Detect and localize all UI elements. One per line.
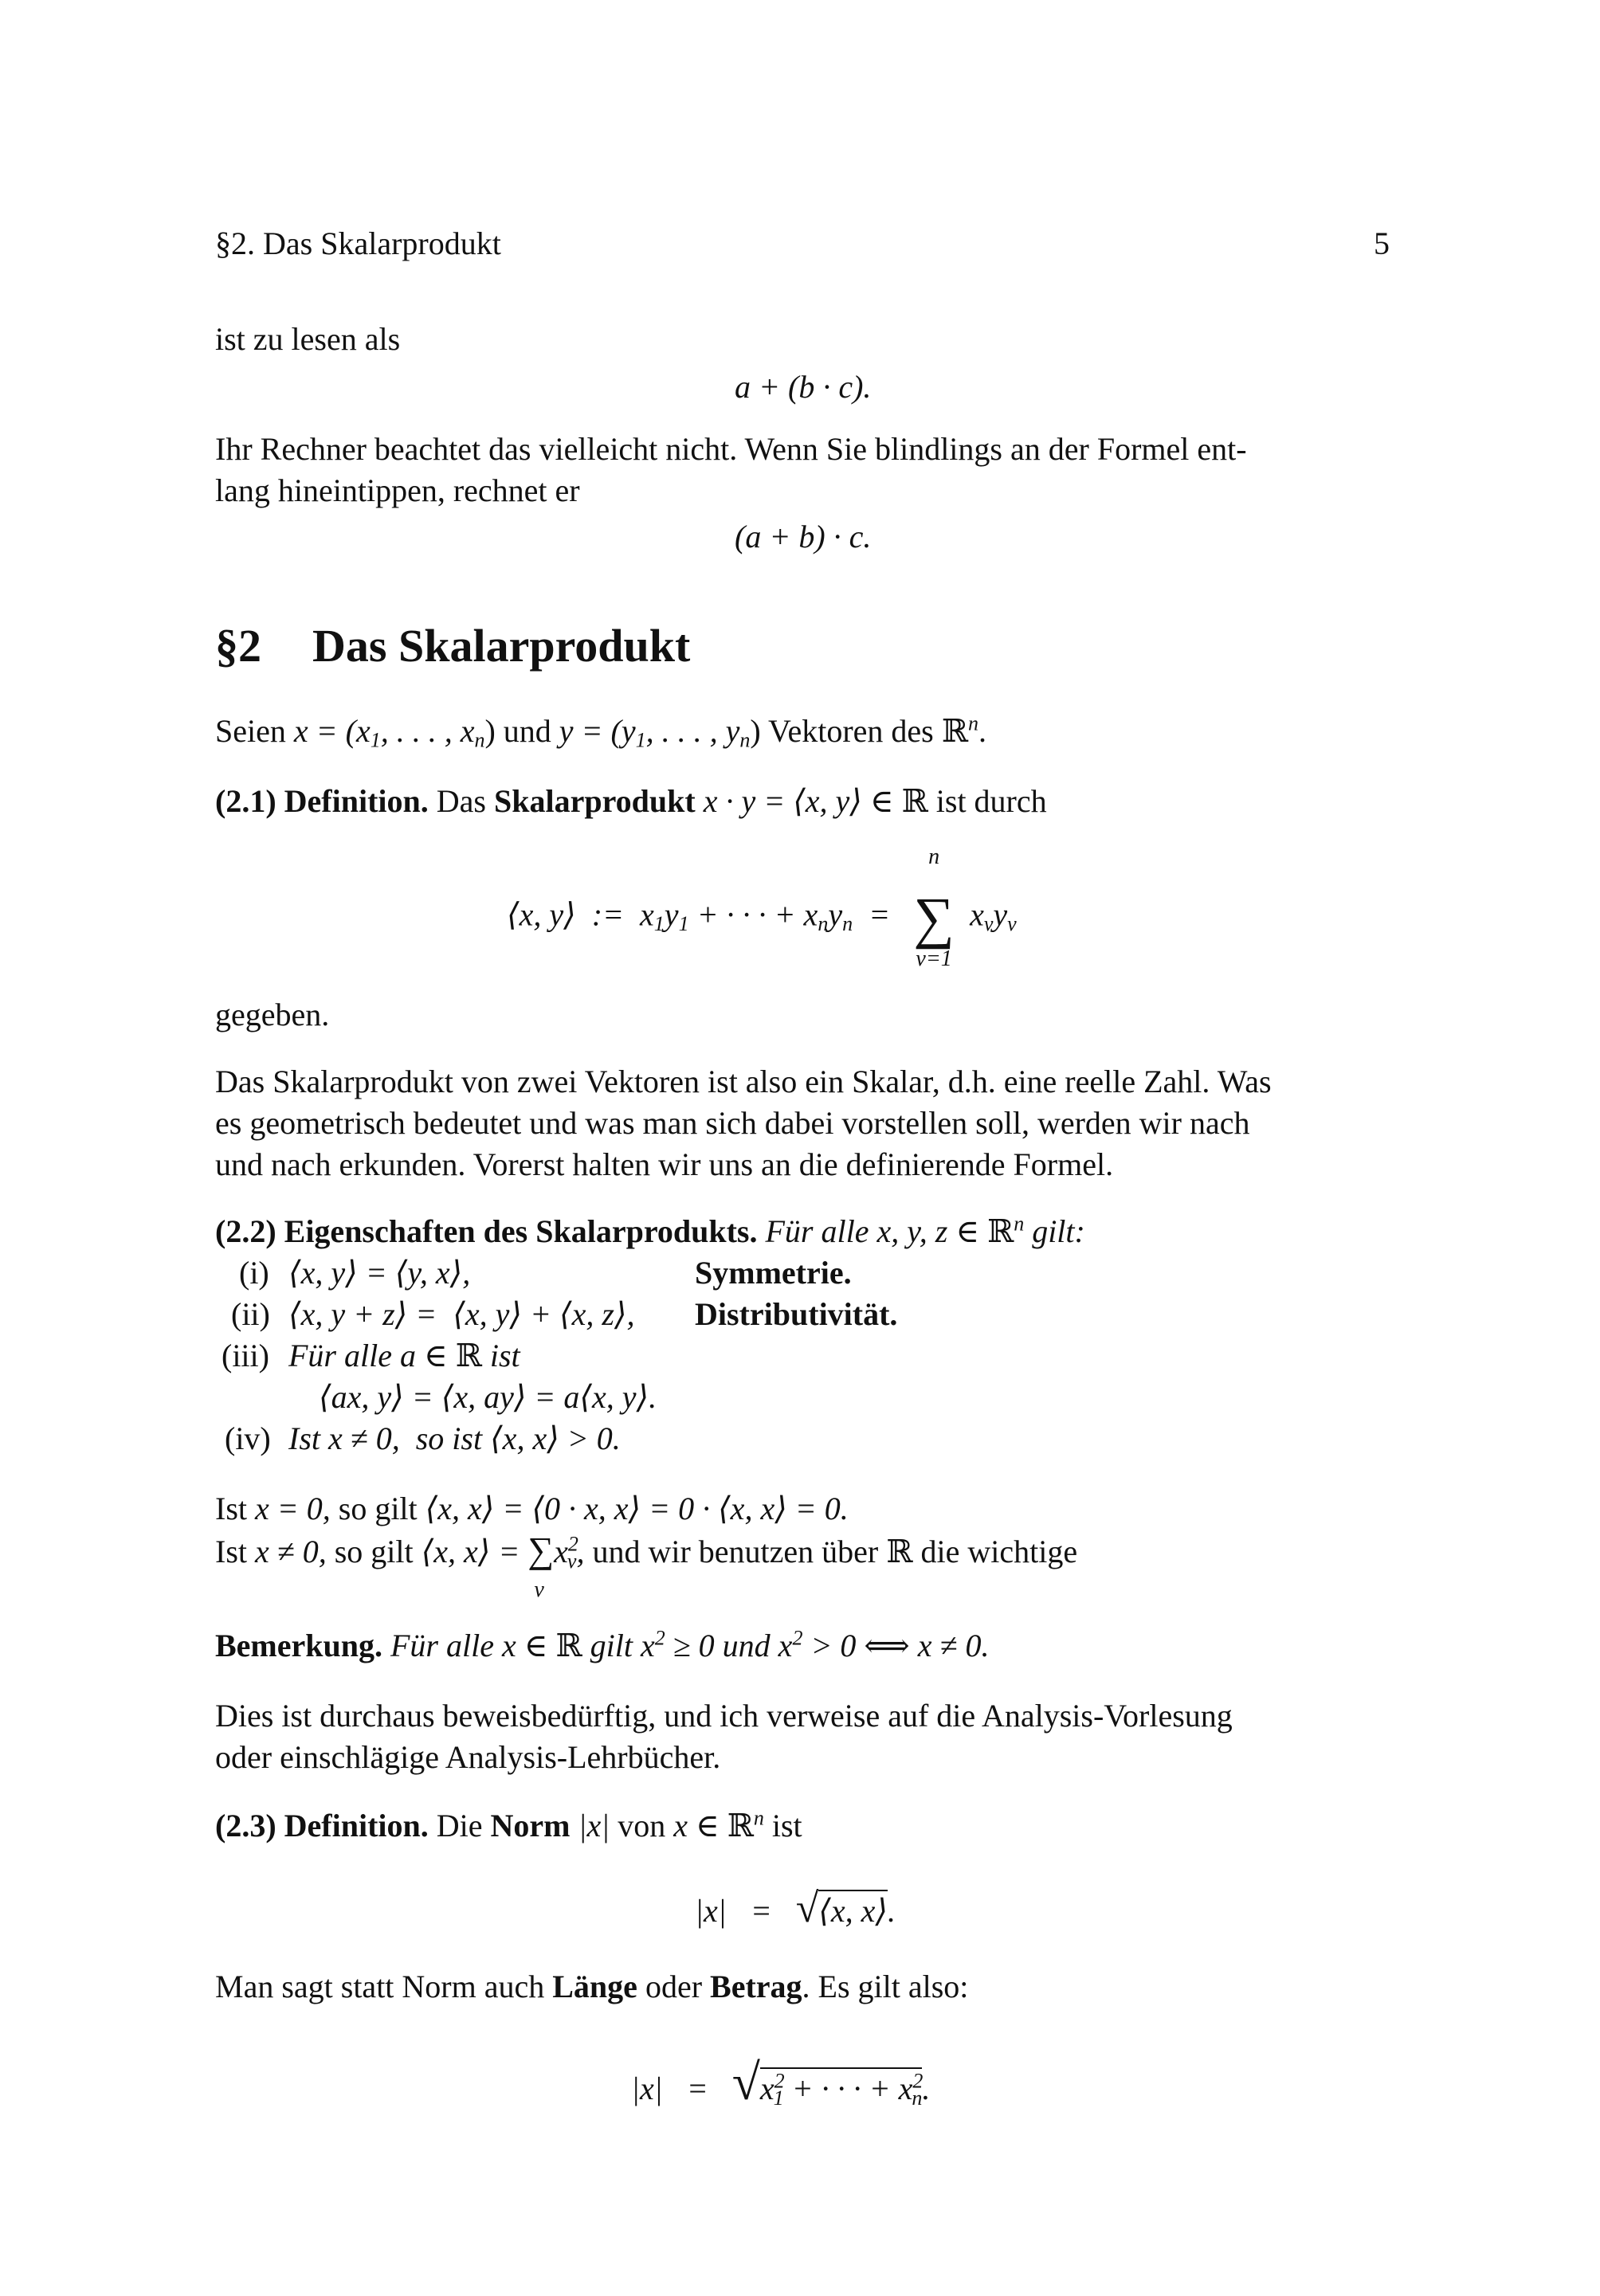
definition-2-1: (2.1) Definition. Das Skalarprodukt x · y = ⟨x, y⟩ ∈ ℝ ist durch [215,783,1047,820]
definition-label: (2.1) Definition. [215,783,429,819]
property-i-formula: ⟨x, y⟩ = ⟨y, x⟩, [288,1255,471,1291]
norm-paragraph: Man sagt statt Norm auch Länge oder Betrag. Es gilt also: [215,1969,969,2004]
small-summation-sign: ∑ ν [527,1530,555,1602]
property-iii-text: Für alle a ∈ ℝ ist [288,1338,520,1374]
property-i-number: (i) [239,1255,269,1291]
summation-sign: n ∑ ν=1 [913,844,955,971]
analysis-paragraph-line2: oder einschlägige Analysis-Lehrbücher. [215,1739,721,1775]
property-iii-number: (iii) [222,1338,269,1373]
intro-paragraph-line1: Ihr Rechner beachtet das vielleicht nicht. Wenn Sie blindlings an der Formel ent- [215,431,1247,467]
section-number: §2 [215,620,261,672]
property-ii-name: Distributivität. [695,1296,898,1332]
intro-paragraph-line2: lang hineintippen, rechnet er [215,472,580,508]
definition-label-2-3: (2.3) Definition. [215,1808,429,1843]
ist-line-2: Ist x ≠ 0, so gilt ⟨x, x⟩ = ∑ ν $x^2_\nu$, und wir benutzen über ℝ die wichtige [215,1530,1078,1602]
norm-length-formula: $|x| = √x^2_1$ + · · · + $x^2_n$. [631,2054,931,2110]
property-ii-number: (ii) [231,1296,270,1332]
analysis-paragraph-line1: Dies ist durchaus beweisbedürftig, und ich verweise auf die Analysis-Vorlesung [215,1698,1233,1734]
property-iii-formula: ⟨ax, y⟩ = ⟨x, ay⟩ = a⟨x, y⟩. [319,1379,657,1415]
ist-line-1: Ist x = 0, so gilt ⟨x, x⟩ = ⟨0 · x, x⟩ = 0 · ⟨x, x⟩ = 0. [215,1491,849,1526]
section-title: Das Skalarprodukt [312,620,691,672]
intro-line: ist zu lesen als [215,321,401,357]
property-ii-formula: ⟨x, y + z⟩ = ⟨x, y⟩ + ⟨x, z⟩, [288,1296,635,1332]
scalar-paragraph-line1: Das Skalarprodukt von zwei Vektoren ist also ein Skalar, d.h. eine reelle Zahl. Was [215,1064,1272,1099]
formula-ab-times-c: (a + b) · c. [735,519,872,554]
property-iv-number: (iv) [225,1420,271,1456]
page-number: 5 [1374,225,1390,261]
term-skalarprodukt: Skalarprodukt [493,783,696,819]
term-norm: Norm [490,1808,571,1843]
vectors-sentence: Seien $x = (x_1$, . . . , $x_n$) und $y = (y_1$, . . . , $y_n$) Vektoren des ℝ$^n$. [215,711,986,752]
scalar-paragraph-line2: es geometrisch bedeutet und was man sich dabei vorstellen soll, werden wir nach [215,1105,1250,1141]
section-heading [215,618,690,674]
property-i-name: Symmetrie. [695,1255,852,1291]
property-iv-text: Ist x ≠ 0, so ist ⟨x, x⟩ > 0. [288,1420,621,1456]
term-betrag: Betrag [710,1969,802,2004]
given-word: gegeben. [215,997,330,1032]
running-header: §2. Das Skalarprodukt [215,225,501,261]
properties-label: (2.2) Eigenschaften des Skalarprodukts. [215,1213,758,1249]
norm-formula: |x| = √⟨x, x⟩. [695,1886,896,1931]
remark-label: Bemerkung. [215,1628,382,1663]
remark: Bemerkung. Für alle x ∈ ℝ gilt $x^2 \ge 0$ und $x^2 > 0$ ⟺ x ≠ 0. [215,1626,990,1664]
properties-heading: (2.2) Eigenschaften des Skalarprodukts. Für alle x, y, z ∈ ℝ$^n$ gilt: [215,1212,1085,1250]
formula-a-plus-bc: a + (b · c). [735,369,872,405]
term-laenge: Länge [552,1969,637,2004]
definition-2-3: (2.3) Definition. Die Norm |x| von x ∈ ℝ$^n$ ist [215,1806,802,1844]
scalar-paragraph-line3: und nach erkunden. Vorerst halten wir uns an die definierende Formel. [215,1146,1114,1182]
scalar-product-formula: ⟨x, y⟩ := $x_1y_1$ + · · · + $x_ny_n$ = n ∑ ν=1 $x_\nu y_\nu$ [507,844,1017,971]
